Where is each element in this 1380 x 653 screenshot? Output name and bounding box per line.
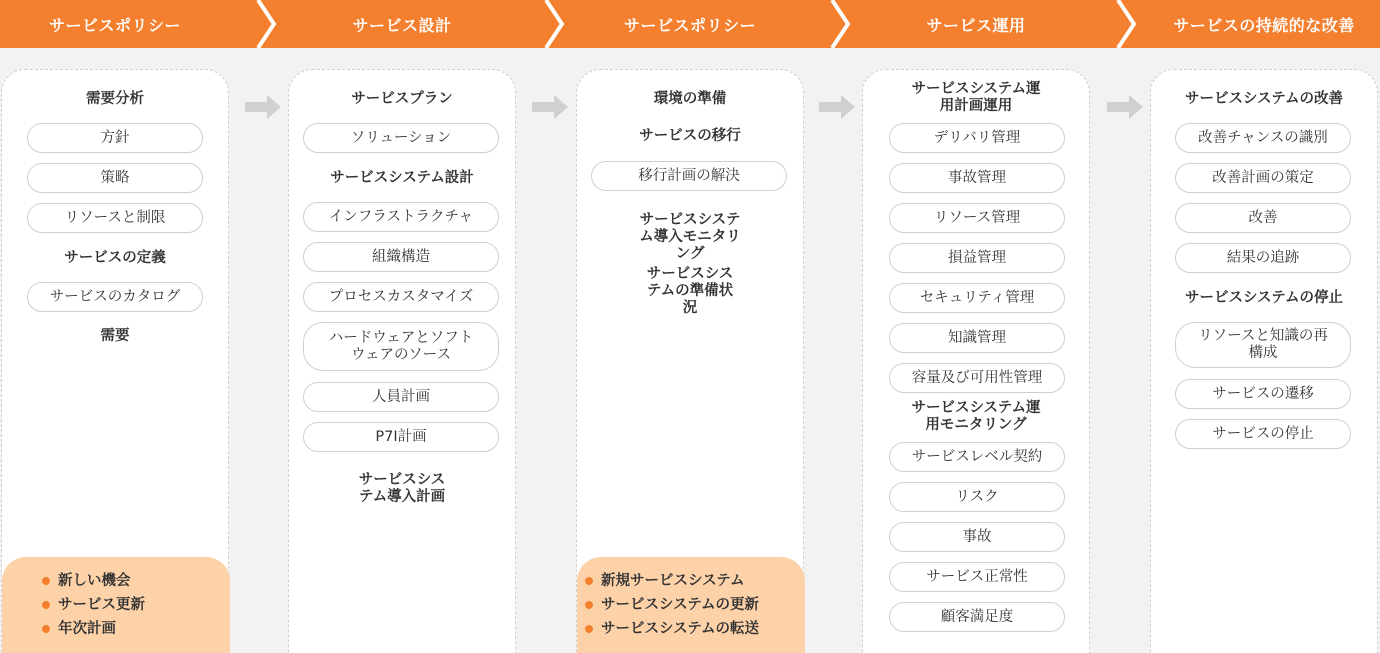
bullet-dot-icon	[42, 601, 50, 609]
bullet-dot-icon	[585, 601, 593, 609]
process-item: インフラストラクチャ	[303, 202, 499, 232]
process-item: リソースと知識の再構成	[1175, 322, 1351, 368]
note-item: サービスシステムの転送	[585, 617, 805, 641]
chevron-separator-icon	[1112, 0, 1142, 48]
process-item: セキュリティ管理	[889, 283, 1065, 313]
flow-arrow-icon	[817, 94, 857, 120]
section-heading: サービスシステム設計	[330, 170, 474, 186]
stage-label-2: サービス設計	[352, 15, 452, 35]
stage-label-4: サービス運用	[926, 15, 1026, 35]
column-service-operation	[862, 69, 1090, 653]
note-item: サービスシステムの更新	[585, 593, 805, 617]
process-item: 改善計画の策定	[1175, 163, 1351, 193]
section-heading: サービスプラン	[351, 91, 453, 107]
section-heading: サービスシステムの準備状況	[646, 266, 734, 316]
process-item: リスク	[889, 482, 1065, 512]
trigger-notes	[2, 557, 230, 653]
output-notes	[577, 557, 805, 653]
flow-arrow-icon	[530, 94, 570, 120]
section-heading: サービスシステムの停止	[1184, 290, 1344, 306]
bullet-dot-icon	[42, 577, 50, 585]
bullet-dot-icon	[42, 625, 50, 633]
section-heading: サービスの定義	[64, 250, 166, 266]
process-item: サービスレベル契約	[889, 442, 1065, 472]
chevron-separator-icon	[540, 0, 570, 48]
process-item: 移行計画の解決	[591, 161, 787, 191]
process-item: デリバリ管理	[889, 123, 1065, 153]
process-item: 損益管理	[889, 243, 1065, 273]
process-item: サービスの停止	[1175, 419, 1351, 449]
process-item: 策略	[27, 163, 203, 193]
process-item: リソースと制限	[27, 203, 203, 233]
note-item: 新規サービスシステム	[585, 569, 805, 593]
chevron-separator-icon	[826, 0, 856, 48]
section-heading: サービスシステムの改善	[1184, 91, 1344, 107]
bullet-dot-icon	[585, 577, 593, 585]
process-item: サービス正常性	[889, 562, 1065, 592]
section-heading: サービスシステム運用計画運用	[911, 81, 1041, 114]
process-item: 結果の追跡	[1175, 243, 1351, 273]
process-item: 改善	[1175, 203, 1351, 233]
section-heading: サービスシステム運用モニタリング	[911, 400, 1041, 433]
section-heading: サービスシステム導入計画	[358, 472, 446, 505]
process-item: P7I計画	[303, 422, 499, 452]
note-item: 新しい機会	[42, 569, 230, 593]
chevron-separator-icon	[252, 0, 282, 48]
process-item: ハードウェアとソフトウェアのソース	[303, 322, 499, 371]
section-heading: サービスシステム導入モニタリング	[639, 212, 741, 262]
column-continual-improvement	[1150, 69, 1378, 653]
process-item: 容量及び可用性管理	[889, 363, 1065, 393]
column-service-policy	[1, 69, 229, 653]
section-heading: サービスの移行	[639, 128, 741, 144]
section-heading: 需要	[100, 328, 130, 344]
stage-label-3: サービスポリシー	[623, 15, 756, 35]
note-item: サービス更新	[42, 593, 230, 617]
process-item: プロセスカスタマイズ	[303, 282, 499, 312]
process-item: 事故	[889, 522, 1065, 552]
stage-label-5: サービスの持続的な改善	[1173, 15, 1355, 35]
flow-arrow-icon	[1105, 94, 1145, 120]
process-item: 改善チャンスの識別	[1175, 123, 1351, 153]
process-item: サービスのカタログ	[27, 282, 203, 312]
column-service-transition	[576, 69, 804, 653]
process-item: サービスの遷移	[1175, 379, 1351, 409]
flow-arrow-icon	[243, 94, 283, 120]
section-heading: 需要分析	[86, 91, 144, 107]
note-item: 年次計画	[42, 617, 230, 641]
process-item: 人員計画	[303, 382, 499, 412]
section-heading: 環境の準備	[653, 91, 727, 107]
process-item: 知識管理	[889, 323, 1065, 353]
process-item: 事故管理	[889, 163, 1065, 193]
process-item: 方針	[27, 123, 203, 153]
process-item: ソリューション	[303, 123, 499, 153]
stage-label-1: サービスポリシー	[48, 15, 181, 35]
process-item: リソース管理	[889, 203, 1065, 233]
process-item: 顧客満足度	[889, 602, 1065, 632]
bullet-dot-icon	[585, 625, 593, 633]
column-service-design	[288, 69, 516, 653]
process-item: 組織構造	[303, 242, 499, 272]
